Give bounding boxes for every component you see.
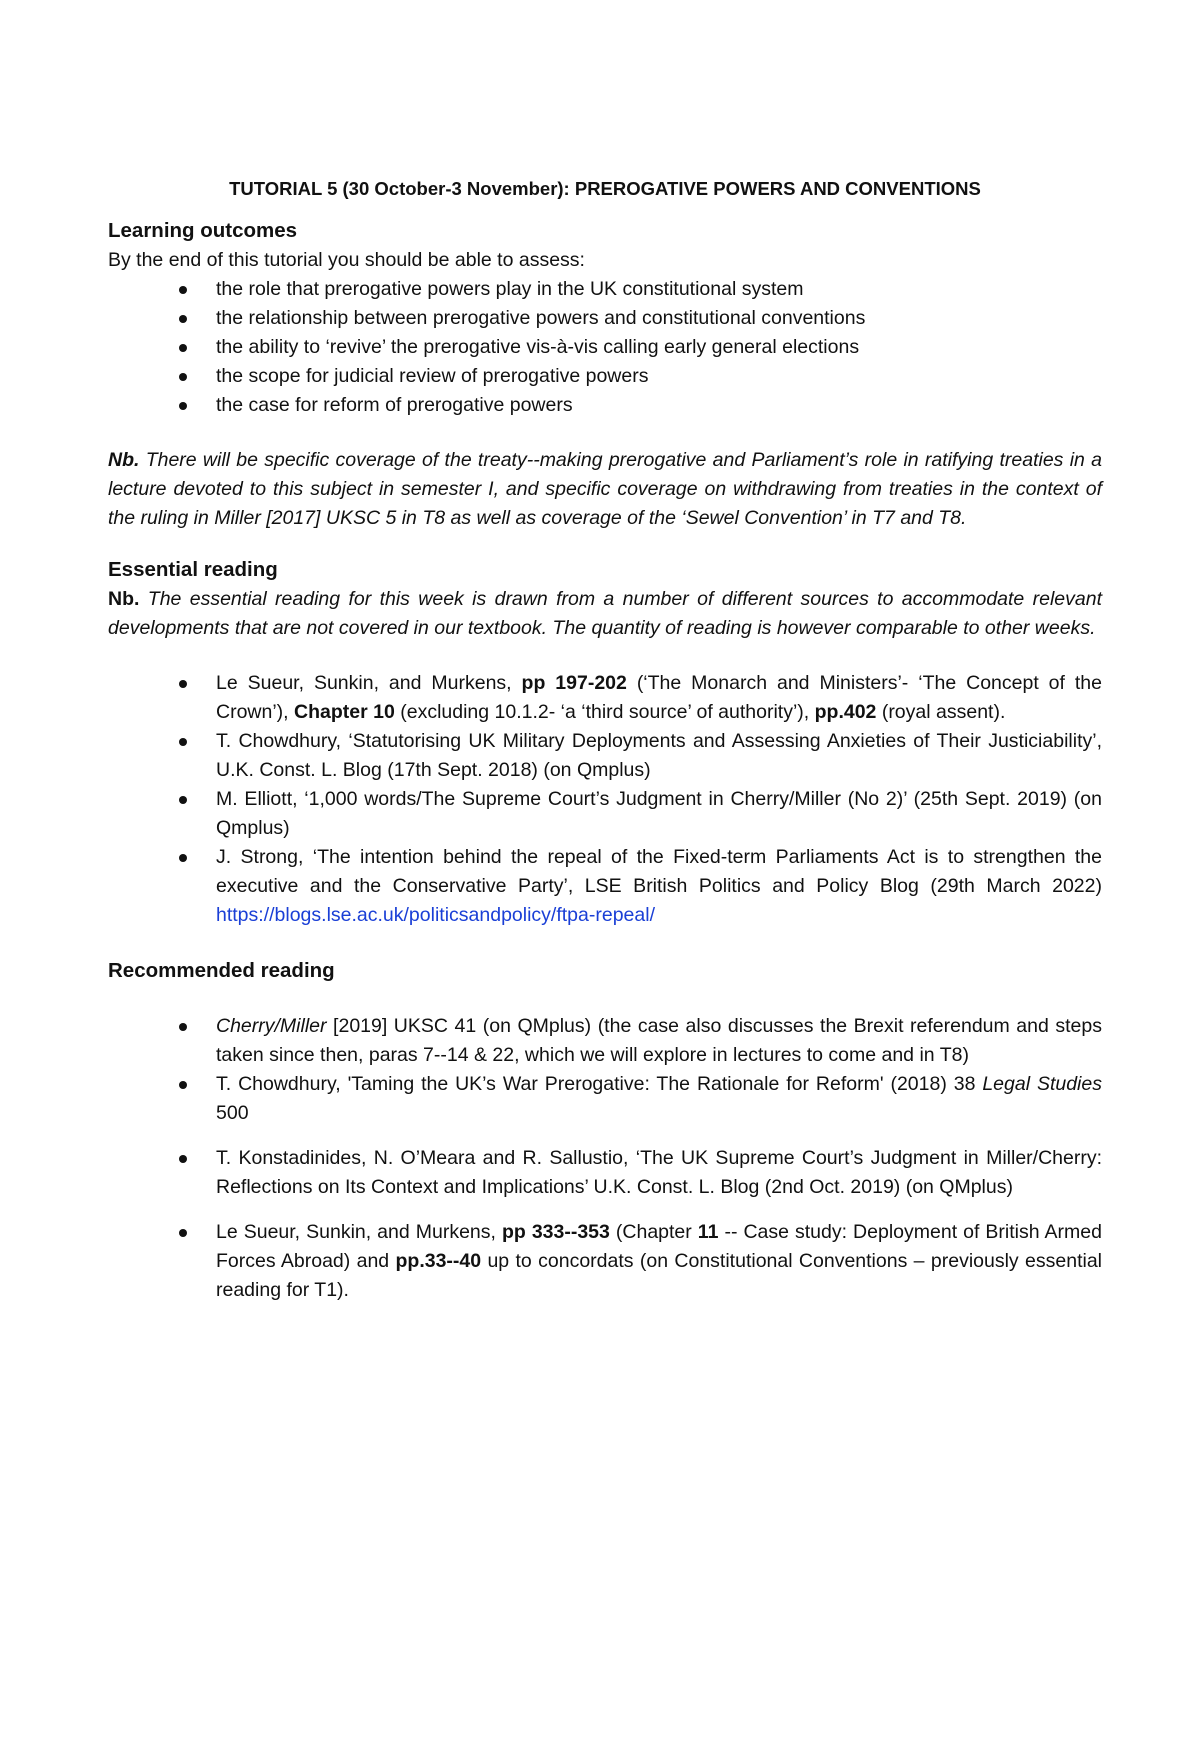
page-ref: pp.402: [814, 701, 877, 723]
list-item: T. Konstadinides, N. O’Meara and R. Sallustio, ‘The UK Supreme Court’s Judgment in Miller/Cherry: Reflections on Its Context and Implications’ U.K. Const. L. Blog (2nd Oct. 2019) (on QMplus): [108, 1144, 1102, 1202]
reading-text: 500: [216, 1102, 249, 1124]
page-range: pp 197-202: [521, 672, 627, 694]
essential-reading-list: [108, 669, 1102, 930]
reading-text: [2019] UKSC 41 (on QMplus) (the case also discusses the Brexit referendum and steps taken since then, paras 7--14 & 22, which we will explore in lectures to come and in T8): [216, 1015, 1102, 1066]
page-ref: pp.33--40: [395, 1250, 482, 1272]
list-item: [108, 1012, 1102, 1070]
chapter-ref: Chapter 10: [294, 701, 395, 723]
reading-text: (excluding 10.1.2- ‘a ‘third source’ of authority’),: [394, 701, 815, 723]
note-text: There will be specific coverage of the treaty--making prerogative and Parliament’s role in ratifying treaties in a lecture devoted to this subject in semester I, and specific coverage on withdrawing from treaties in the context of the ruling in Miller [2017] UKSC 5 in T8 as well as coverage of the ‘Sewel Convention’ in T7 and T8.: [108, 449, 1102, 529]
list-item: the case for reform of prerogative powers: [108, 391, 1102, 420]
lse-blog-link[interactable]: https://blogs.lse.ac.uk/politicsandpolicy/ftpa-repeal/: [216, 904, 655, 926]
page-title: TUTORIAL 5 (30 October-3 November): PREROGATIVE POWERS AND CONVENTIONS: [229, 178, 981, 199]
reading-text: Le Sueur, Sunkin, and Murkens,: [216, 672, 522, 694]
list-item: [108, 1218, 1102, 1305]
reading-text: (Chapter: [609, 1221, 698, 1243]
reading-text: J. Strong, ‘The intention behind the repeal of the Fixed-term Parliaments Act is to strengthen the executive and the Conservative Party’, LSE British Politics and Policy Blog (29th March 2022): [216, 846, 1102, 897]
recommended-reading-list: [108, 1012, 1102, 1305]
list-item: the relationship between prerogative powers and constitutional conventions: [108, 304, 1102, 333]
reading-text: (royal assent).: [876, 701, 1006, 723]
reading-text: T. Chowdhury, 'Taming the UK’s War Prerogative: The Rationale for Reform' (2018) 38: [216, 1073, 983, 1095]
learning-outcomes-heading: Learning outcomes: [108, 219, 298, 242]
essential-note: [108, 585, 1102, 643]
page-range: pp 333--353: [501, 1221, 610, 1243]
list-item: the scope for judicial review of prerogative powers: [108, 362, 1102, 391]
learning-outcomes-list: [108, 275, 1102, 420]
list-item: M. Elliott, ‘1,000 words/The Supreme Court’s Judgment in Cherry/Miller (No 2)’ (25th Sept. 2019) (on Qmplus): [108, 785, 1102, 843]
reading-text: (‘The Monarch and Ministers’- ‘The Concept of the Crown’),: [216, 672, 1102, 723]
journal-name: Legal Studies: [982, 1073, 1102, 1095]
reading-text: -- Case study: Deployment of British Armed Forces Abroad) and: [216, 1221, 1102, 1272]
note-text: The essential reading for this week is drawn from a number of different sources to accommodate relevant developments that are not covered in our textbook. The quantity of reading is however comparable to other weeks.: [108, 588, 1102, 639]
list-item: the role that prerogative powers play in the UK constitutional system: [108, 275, 1102, 304]
reading-text: Le Sueur, Sunkin, and Murkens,: [216, 1221, 502, 1243]
document-body: [108, 176, 1102, 1305]
note-label: Nb.: [108, 449, 140, 471]
learning-outcomes-intro: By the end of this tutorial you should be able to assess:: [108, 249, 585, 271]
list-item: [108, 1070, 1102, 1128]
reading-text: up to concordats (on Constitutional Conventions – previously essential reading for T1).: [216, 1250, 1102, 1301]
list-item: T. Chowdhury, ‘Statutorising UK Military Deployments and Assessing Anxieties of Their Justiciability’, U.K. Const. L. Blog (17th Sept. 2018) (on Qmplus): [108, 727, 1102, 785]
case-name: Cherry/Miller: [216, 1015, 327, 1037]
treaty-note: [108, 446, 1102, 533]
recommended-reading-heading: Recommended reading: [108, 959, 335, 982]
chapter-ref: 11: [697, 1221, 719, 1243]
list-item: [108, 843, 1102, 930]
list-item: the ability to ‘revive’ the prerogative vis-à-vis calling early general elections: [108, 333, 1102, 362]
list-item: [108, 669, 1102, 727]
note-label: Nb.: [108, 588, 140, 610]
essential-reading-heading: Essential reading: [108, 558, 278, 581]
